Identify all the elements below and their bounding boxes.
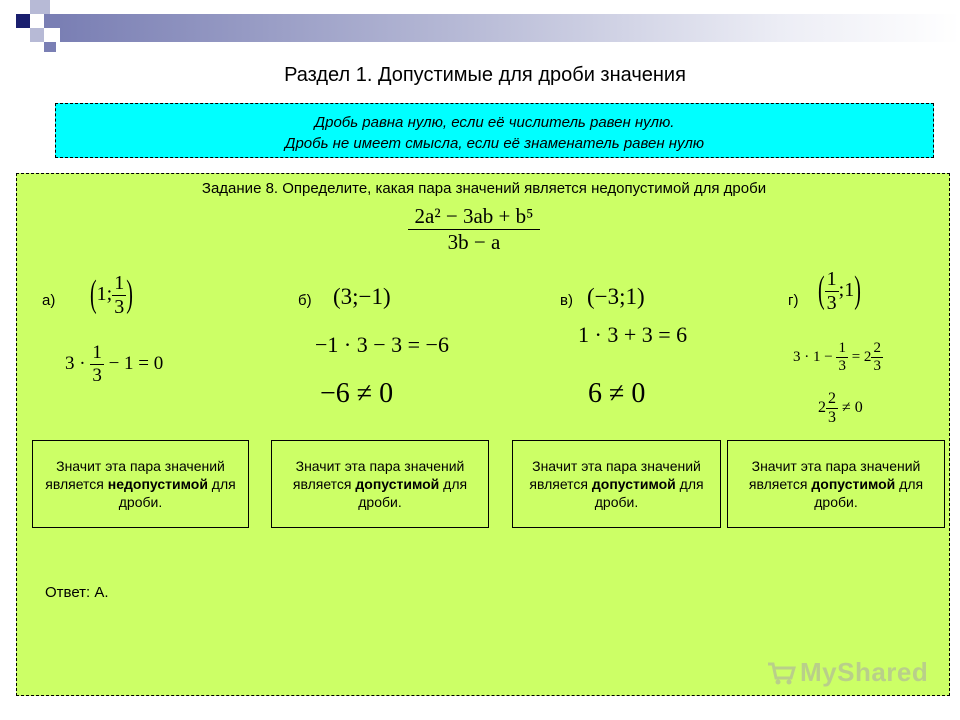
rule-line-2: Дробь не имеет смысла, если её знаменатель равен нулю <box>284 135 705 152</box>
option-d-pair-x-num: 1 <box>826 268 837 290</box>
option-c-calc-2: 6 ≠ 0 <box>588 378 646 409</box>
option-c-calc-1: 1 · 3 + 3 = 6 <box>578 322 688 347</box>
conclusion-c-text: Значит эта пара значений является <box>529 458 701 492</box>
option-a-calc-suffix: − 1 = 0 <box>103 352 164 374</box>
option-d-calc1-rden: 3 <box>873 358 881 374</box>
option-d-calc1-den: 3 <box>838 358 846 374</box>
option-a-calc-num: 1 <box>92 342 102 363</box>
conclusion-b-text: Значит эта пара значений является <box>292 458 465 492</box>
option-a-label: а) <box>42 292 56 309</box>
watermark-logo <box>800 657 928 688</box>
conclusion-c-keyword: допустимой <box>591 476 676 492</box>
option-d-calc2-num: 2 <box>828 390 836 407</box>
option-a-pair-y-num: 1 <box>114 272 125 294</box>
main-fraction-numerator: 2a² − 3ab + b⁵ <box>414 204 534 228</box>
task-title: Задание 8. Определите, какая пара значений является недопустимой для дроби <box>201 180 767 197</box>
option-a-pair: (1; $\frac{1}{3}$ ) <box>90 272 133 318</box>
option-d-pair-x-den: 3 <box>826 292 837 314</box>
conclusion-b-tail: для дроби. <box>358 476 468 510</box>
option-d-pair-y: 1 <box>844 279 855 302</box>
option-d-pair: ( $\frac{1}{3}$ ;1) <box>818 268 861 314</box>
conclusion-d-tail: для дроби. <box>814 476 924 510</box>
main-fraction-denominator: 3b − a <box>408 229 540 255</box>
conclusion-d-keyword: допустимой <box>811 476 896 492</box>
option-c-label: в) <box>560 292 573 309</box>
rule-line-1: Дробь равна нулю, если её числитель равен нулю. <box>314 114 675 131</box>
option-b-label: б) <box>298 292 312 309</box>
conclusion-a-text: Значит эта пара значений является <box>45 458 225 492</box>
deco-square-small <box>44 14 60 28</box>
conclusion-a-keyword: недопустимой <box>107 476 208 492</box>
answer-text: Ответ: А. <box>45 584 109 601</box>
watermark-text: MyShared <box>800 657 929 687</box>
option-d-calc1-num: 1 <box>838 340 846 356</box>
conclusion-c-tail: для дроби. <box>594 476 704 510</box>
option-b-calc-2: −6 ≠ 0 <box>320 378 394 409</box>
option-b-calc-1: −1 · 3 − 3 = −6 <box>315 332 449 357</box>
option-a-calc-den: 3 <box>92 365 102 386</box>
option-d-calc2-den: 3 <box>828 409 836 426</box>
conclusion-b-keyword: допустимой <box>355 476 440 492</box>
main-fraction <box>408 204 540 255</box>
conclusion-a-tail: для дроби. <box>118 476 236 510</box>
option-d-calc1-rnum: 2 <box>873 340 881 356</box>
deco-square-light <box>30 28 44 42</box>
deco-square-dark <box>16 14 30 28</box>
option-d-label: г) <box>788 292 799 309</box>
conclusion-d-text: Значит эта пара значений является <box>748 458 921 492</box>
deco-square-mid <box>30 0 50 14</box>
option-d-calc1-mid: = 2 <box>847 348 872 365</box>
conclusion-box-b <box>271 440 489 528</box>
deco-square-bottom <box>44 42 56 52</box>
rules-box <box>55 103 934 158</box>
conclusion-box-a <box>32 440 249 528</box>
cart-icon <box>766 660 796 686</box>
conclusion-box-c <box>512 440 721 528</box>
option-a-calc-prefix: 3 · <box>65 352 91 374</box>
option-a-pair-x: 1 <box>96 283 107 306</box>
slide-title: Раздел 1. Допустимые для дроби значения <box>284 64 686 86</box>
header-gradient-bar <box>60 14 960 42</box>
conclusion-box-d <box>727 440 945 528</box>
option-d-calc-1 <box>793 340 883 375</box>
option-d-calc-2 <box>818 390 863 427</box>
option-d-calc1-prefix: 3 · 1 − <box>793 348 837 365</box>
option-c-pair: (−3;1) <box>587 284 645 309</box>
option-d-calc2-suffix: ≠ 0 <box>838 399 863 417</box>
option-d-calc2-whole: 2 <box>818 399 826 417</box>
option-a-pair-y-den: 3 <box>114 296 125 318</box>
option-a-calc <box>65 342 163 387</box>
option-b-pair: (3;−1) <box>333 284 391 309</box>
